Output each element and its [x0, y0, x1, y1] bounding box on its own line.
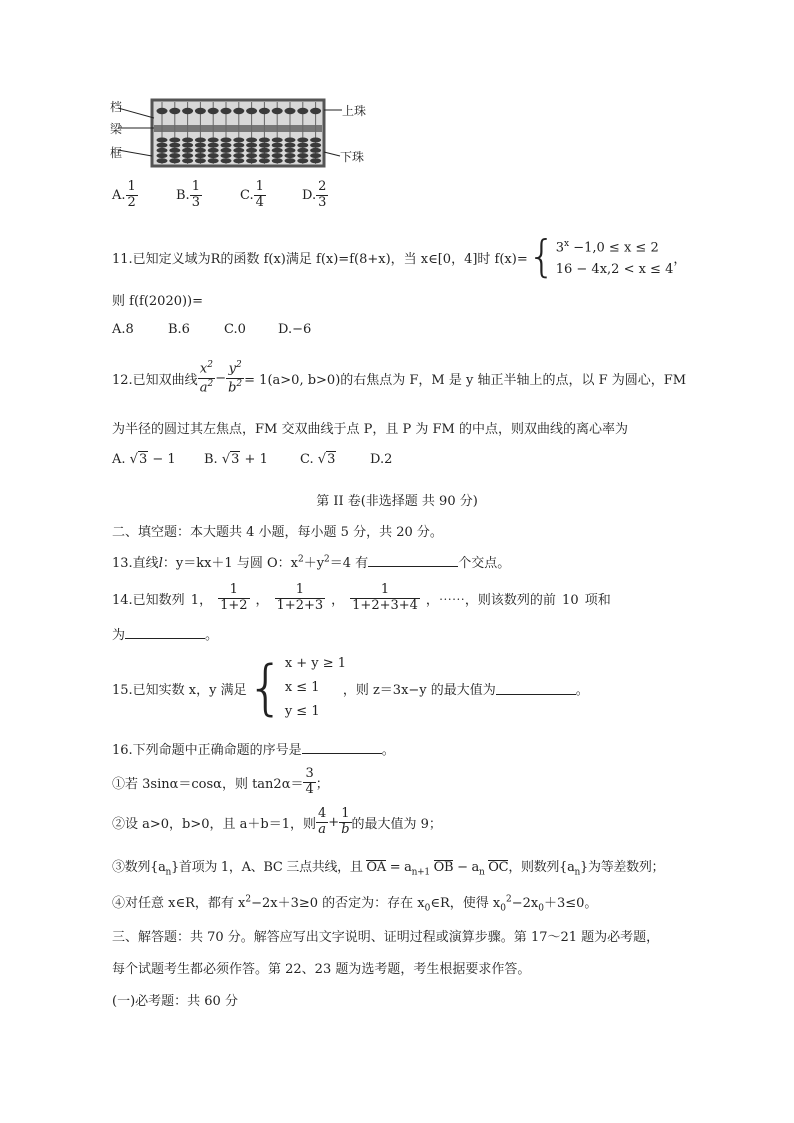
label-kuang: 框: [110, 146, 123, 160]
section-3-line-2: 每个试题考生都必须作答。第 22、23 题为选考题，考生根据要求作答。: [112, 962, 531, 977]
q11-cases: [556, 233, 674, 281]
q11-stem-line: [112, 232, 686, 282]
abacus-upper-bead: [195, 108, 206, 114]
abacus-lower-bead: [182, 138, 193, 143]
q16-prop-1: ①若 3sinα＝cosα，则 tan2α＝ $\frac{3}{4}$ ；: [112, 765, 329, 797]
q16-prop-3: ③数列$\{a_n\}$首项为 1，A、BC 三点共线，且 OA = $a_{n+1}$ OB − $a_n$ OC，则数列$\{a_n\}$为等差数列；: [112, 860, 665, 878]
q12-suffix: = 1(a>0, b>0)的右焦点为 F，M 是 y 轴正半轴上的点，以 F 为圆心，FM: [244, 372, 687, 388]
q12-option-a[interactable]: A. √3 − 1: [112, 452, 176, 467]
q15-cases: x + y ≥ 1 x ≤ 1 y ≤ 1: [284, 656, 347, 719]
abacus-lower-bead: [272, 158, 283, 163]
abacus-lower-bead: [157, 153, 168, 158]
abacus-lower-bead: [297, 138, 308, 143]
abacus-lower-bead: [233, 153, 244, 158]
abacus-lower-bead: [310, 148, 321, 153]
abacus-lower-bead: [272, 138, 283, 143]
q16-prop-2: ②设 a>0，b>0，且 a＋b＝1，则 $\frac{4}{a}$ + $\frac{1}{b}$ 的最大值为 9；: [112, 805, 442, 837]
abacus-upper-bead: [259, 108, 270, 114]
abacus-lower-bead: [297, 143, 308, 148]
label-xia-zhu: 下珠: [340, 150, 365, 164]
abacus-lower-bead: [310, 138, 321, 143]
q13-answer-blank[interactable]: [368, 553, 458, 567]
abacus-lower-bead: [195, 138, 206, 143]
q11-brace: {: [527, 231, 556, 282]
abacus-lower-bead: [221, 153, 232, 158]
abacus-lower-bead: [297, 148, 308, 153]
abacus-upper-bead: [208, 108, 219, 114]
abacus-lower-bead: [233, 138, 244, 143]
abacus-lower-bead: [169, 153, 180, 158]
abacus-upper-bead: [297, 108, 308, 114]
abacus-upper-bead: [233, 108, 244, 114]
abacus-lower-bead: [208, 153, 219, 158]
abacus-lower-bead: [259, 138, 270, 143]
q12-line-2: 为半径的圆过其左焦点，FM 交双曲线于点 P，且 P 为 FM 的中点，则双曲线的离心率为: [112, 422, 628, 437]
abacus-lower-bead: [285, 143, 296, 148]
abacus-lower-bead: [195, 158, 206, 163]
abacus-lower-bead: [246, 153, 257, 158]
abacus-lower-bead: [195, 148, 206, 153]
abacus-lower-bead: [208, 143, 219, 148]
abacus-lower-bead: [310, 158, 321, 163]
abacus-lower-bead: [259, 148, 270, 153]
q12-prefix: 12.已知双曲线: [112, 372, 198, 388]
q11-stem: 11.已知定义域为R的函数 f(x)满足 f(x)=f(8+x)，当 x∈[0，4]时 f(x)=: [112, 251, 528, 267]
abacus-lower-bead: [259, 143, 270, 148]
q14-frac-3: $\frac{1}{1+2+3+4}$: [352, 581, 418, 613]
q15-brace: {: [246, 653, 285, 723]
abacus-lower-bead: [208, 138, 219, 143]
q12-line-1: [112, 356, 686, 400]
abacus-lower-bead: [233, 148, 244, 153]
q12-option-b[interactable]: B. √3 + 1: [204, 452, 268, 467]
q11-option-c[interactable]: C.0: [224, 322, 246, 337]
abacus-lower-bead: [182, 143, 193, 148]
abacus-lower-bead: [285, 148, 296, 153]
abacus-lower-bead: [169, 138, 180, 143]
abacus-lower-bead: [233, 158, 244, 163]
q16-answer-blank[interactable]: [302, 740, 382, 754]
abacus-lower-bead: [233, 143, 244, 148]
q10-option-c[interactable]: C. $\frac{1}{4}$: [240, 179, 264, 210]
abacus-lower-bead: [297, 153, 308, 158]
abacus-lower-bead: [285, 158, 296, 163]
q11-case-2: 16 − 4x,2 < x ≤ 4: [555, 262, 674, 278]
abacus-upper-bead: [272, 108, 283, 114]
q11-option-d[interactable]: D.−6: [278, 322, 312, 337]
abacus-lower-bead: [272, 153, 283, 158]
abacus-lower-bead: [182, 153, 193, 158]
abacus-lower-bead: [272, 148, 283, 153]
abacus-upper-bead: [285, 108, 296, 114]
q10-option-d[interactable]: D. $\frac{2}{3}$: [302, 179, 327, 210]
abacus-lower-bead: [246, 148, 257, 153]
abacus-lower-bead: [182, 148, 193, 153]
abacus-lower-bead: [182, 158, 193, 163]
abacus-lower-bead: [157, 148, 168, 153]
q12-option-c[interactable]: C. √3: [300, 452, 336, 467]
abacus-lower-bead: [208, 148, 219, 153]
q12-option-d[interactable]: D.2: [370, 452, 393, 467]
q14-answer-blank[interactable]: [125, 625, 205, 639]
abacus-lower-bead: [157, 143, 168, 148]
q14-line-1: 14.已知数列 1， $\frac{1}{1+2}$ ， $\frac{1}{1+2+3}$ ， $\frac{1}{1+2+3+4}$ ，⋯⋯，则该数列的前 10 项和: [112, 581, 611, 613]
label-dang: 档: [110, 100, 123, 114]
q13-line: 13.直线l：y＝kx＋1 与圆 O：$x^2+y^2=4$ 有 个交点。: [112, 554, 511, 571]
q15-answer-blank[interactable]: [496, 681, 576, 695]
label-liang: 梁: [110, 122, 123, 136]
abacus-lower-bead: [169, 148, 180, 153]
abacus-lower-bead: [221, 138, 232, 143]
abacus-upper-bead: [169, 108, 180, 114]
abacus-lower-bead: [246, 138, 257, 143]
q12-options: [112, 452, 432, 470]
abacus-lower-bead: [169, 143, 180, 148]
abacus-lower-bead: [297, 158, 308, 163]
abacus-upper-bead: [246, 108, 257, 114]
q15-line: 15.已知实数 x，y 满足 { x + y ≥ 1 x ≤ 1 y ≤ 1 ，则 z＝3x−y 的最大值为 。: [112, 653, 589, 723]
q10-option-a[interactable]: A. $\frac{1}{2}$: [112, 179, 136, 210]
q11-option-a[interactable]: A.8: [112, 322, 134, 337]
abacus-lower-bead: [259, 158, 270, 163]
abacus-lower-bead: [157, 158, 168, 163]
q11-ask: 则 f(f(2020))=: [112, 294, 204, 309]
part-required-heading: (一)必考题：共 60 分: [112, 994, 238, 1009]
abacus-lower-bead: [259, 153, 270, 158]
abacus-lower-bead: [157, 138, 168, 143]
q14-frac-1: $\frac{1}{1+2}$: [220, 581, 248, 613]
abacus-lower-bead: [310, 143, 321, 148]
q11-tail: ，: [673, 251, 687, 267]
abacus-lower-bead: [208, 158, 219, 163]
abacus-lower-bead: [272, 143, 283, 148]
label-shang-zhu: 上珠: [342, 104, 367, 118]
abacus-upper-bead: [221, 108, 232, 114]
abacus-figure: [110, 96, 380, 172]
section-3-line-1: 三、解答题：共 70 分。解答应写出文字说明、证明过程或演算步骤。第 17～21 题为必考题，: [112, 930, 660, 945]
abacus-lower-bead: [221, 148, 232, 153]
abacus-lower-bead: [246, 158, 257, 163]
abacus-lower-bead: [285, 138, 296, 143]
q12-frac-y: $\frac{y^2}{b^2}$: [228, 360, 243, 395]
q11-case-1: $3^x -1,0 \le x \le 2$: [555, 238, 659, 256]
abacus-lower-bead: [195, 153, 206, 158]
abacus-upper-bead: [182, 108, 193, 114]
q14-frac-2: $\frac{1}{1+2+3}$: [276, 581, 324, 613]
q11-options: [112, 322, 412, 340]
abacus-lower-bead: [195, 143, 206, 148]
abacus-upper-bead: [310, 108, 321, 114]
section-2-heading: 二、填空题：本大题共 4 小题，每小题 5 分，共 20 分。: [112, 525, 443, 540]
abacus-upper-bead: [157, 108, 168, 114]
abacus-lower-bead: [169, 158, 180, 163]
abacus-lower-bead: [221, 143, 232, 148]
abacus-lower-bead: [285, 153, 296, 158]
q16-stem: 16.下列命题中正确命题的序号是 。: [112, 739, 395, 758]
q16-prop-4: ④对任意 x∈R，都有 $x^2-2x+3\ge 0$ 的否定为：存在 $x_0\in R$，使得 $x_0^2-2x_0+3\le 0$。: [112, 894, 598, 914]
q12-minus: −: [215, 370, 227, 386]
q11-option-b[interactable]: B.6: [168, 322, 190, 337]
abacus-lower-bead: [310, 153, 321, 158]
q10-option-b[interactable]: B. $\frac{1}{3}$: [176, 179, 200, 210]
abacus-lower-bead: [246, 143, 257, 148]
q12-frac-x: $\frac{x^2}{a^2}$: [199, 360, 214, 395]
q14-line-2: 为 。: [112, 624, 218, 643]
abacus-lower-bead: [221, 158, 232, 163]
part2-title: 第 II 卷(非选择题 共 90 分): [316, 494, 478, 509]
